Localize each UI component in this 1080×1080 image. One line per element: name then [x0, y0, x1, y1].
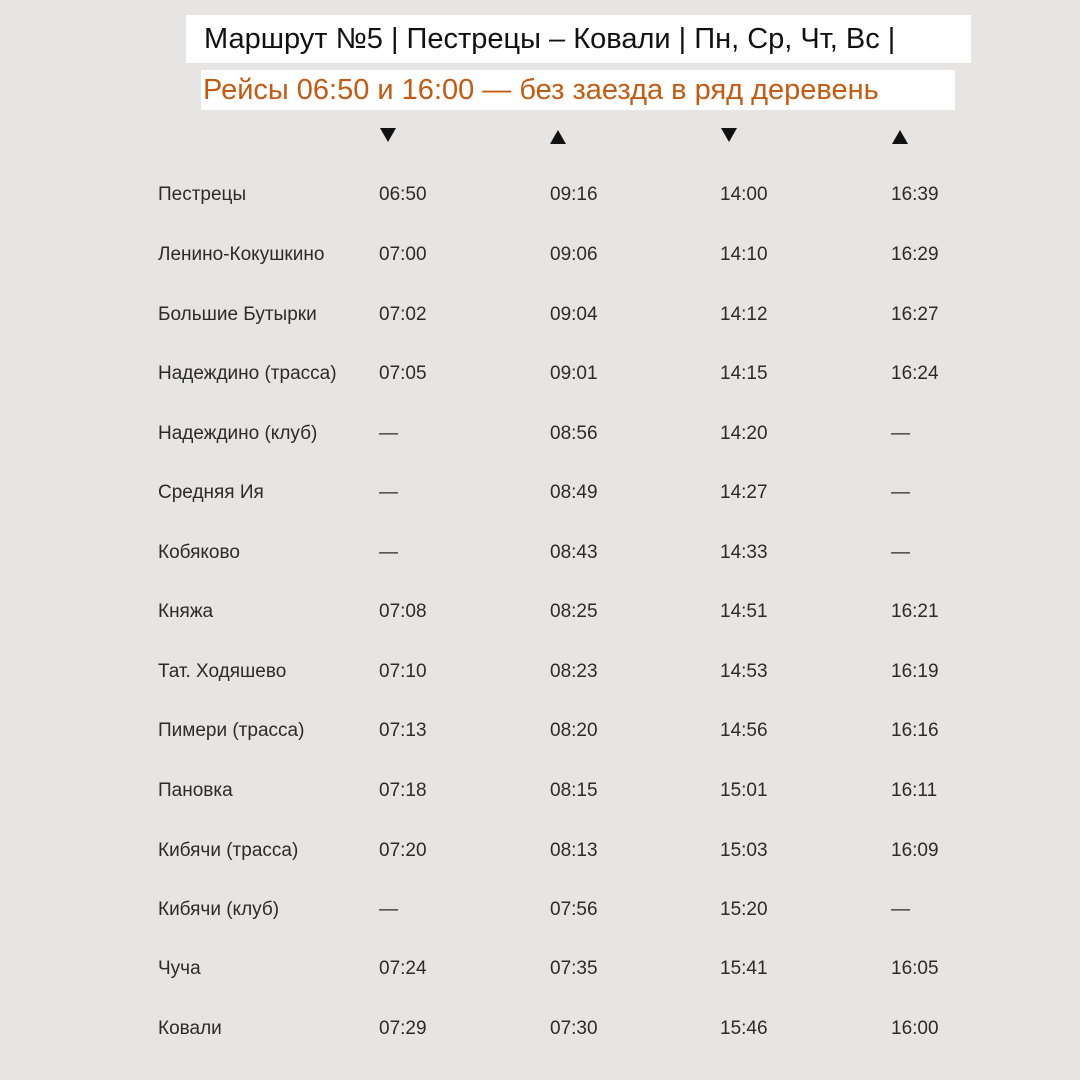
departure-time: 08:43	[550, 542, 598, 563]
departure-time: —	[379, 482, 398, 503]
departure-time: 16:21	[891, 601, 939, 622]
departure-time: 14:33	[720, 542, 768, 563]
departure-time: —	[379, 899, 398, 920]
stop-name: Большие Бутырки	[158, 304, 317, 325]
departure-time: —	[379, 423, 398, 444]
departure-time: 07:10	[379, 661, 427, 682]
stop-name: Ленино-Кокушкино	[158, 244, 325, 265]
departure-time: 16:00	[891, 1018, 939, 1039]
departure-time: 07:30	[550, 1018, 598, 1039]
stop-name: Пестрецы	[158, 184, 247, 205]
arrow-down-icon	[380, 128, 396, 142]
table-row	[0, 895, 1080, 925]
table-row	[0, 180, 1080, 210]
departure-time: 09:01	[550, 363, 598, 384]
table-row	[0, 1014, 1080, 1044]
departure-time: 15:20	[720, 899, 768, 920]
table-row	[0, 716, 1080, 746]
stop-name: Надеждино (трасса)	[158, 363, 337, 384]
departure-time: 16:39	[891, 184, 939, 205]
arrow-down-icon	[721, 128, 737, 142]
departure-time: 07:05	[379, 363, 427, 384]
departure-time: 07:20	[379, 840, 427, 861]
departure-time: 07:35	[550, 958, 598, 979]
departure-time: 15:03	[720, 840, 768, 861]
departure-time: 14:15	[720, 363, 768, 384]
departure-time: 08:56	[550, 423, 598, 444]
departure-time: 08:15	[550, 780, 598, 801]
stop-name: Кобяково	[158, 542, 240, 563]
table-row	[0, 240, 1080, 270]
page-subtitle: Рейсы 06:50 и 16:00 — без заезда в ряд деревень	[201, 70, 955, 110]
departure-time: 16:27	[891, 304, 939, 325]
table-row	[0, 359, 1080, 389]
departure-time: 08:20	[550, 720, 598, 741]
stop-name: Средняя Ия	[158, 482, 264, 503]
stop-name: Княжа	[158, 601, 214, 622]
departure-time: 06:50	[379, 184, 427, 205]
departure-time: 09:06	[550, 244, 598, 265]
table-row	[0, 538, 1080, 568]
departure-time: 14:53	[720, 661, 768, 682]
departure-time: 16:16	[891, 720, 939, 741]
departure-time: —	[891, 542, 910, 563]
departure-time: 08:49	[550, 482, 598, 503]
departure-time: 14:51	[720, 601, 768, 622]
table-row	[0, 300, 1080, 330]
departure-time: 07:29	[379, 1018, 427, 1039]
stop-name: Тат. Ходяшево	[158, 661, 287, 682]
table-row	[0, 419, 1080, 449]
departure-time: 16:19	[891, 661, 939, 682]
stop-name: Пимери (трасса)	[158, 720, 305, 741]
stop-name: Чуча	[158, 958, 201, 979]
departure-time: 07:08	[379, 601, 427, 622]
arrow-up-icon	[892, 130, 908, 144]
stop-name: Кибячи (клуб)	[158, 899, 280, 920]
departure-time: 16:11	[891, 780, 938, 801]
departure-time: 14:10	[720, 244, 768, 265]
direction-header	[0, 124, 1080, 148]
arrow-up-icon	[550, 130, 566, 144]
departure-time: 15:01	[720, 780, 768, 801]
departure-time: 08:23	[550, 661, 598, 682]
departure-time: 16:09	[891, 840, 939, 861]
departure-time: —	[891, 482, 910, 503]
departure-time: 14:20	[720, 423, 768, 444]
table-row	[0, 954, 1080, 984]
departure-time: —	[379, 542, 398, 563]
departure-time: 15:41	[720, 958, 768, 979]
departure-time: 15:46	[720, 1018, 768, 1039]
departure-time: 07:18	[379, 780, 427, 801]
departure-time: 16:24	[891, 363, 939, 384]
departure-time: 16:29	[891, 244, 939, 265]
departure-time: 07:02	[379, 304, 427, 325]
departure-time: 07:24	[379, 958, 427, 979]
table-row	[0, 657, 1080, 687]
departure-time: —	[891, 899, 910, 920]
stop-name: Надеждино (клуб)	[158, 423, 318, 444]
stop-name: Ковали	[158, 1018, 222, 1039]
departure-time: 09:04	[550, 304, 598, 325]
departure-time: 08:13	[550, 840, 598, 861]
table-row	[0, 836, 1080, 866]
departure-time: 07:00	[379, 244, 427, 265]
table-row	[0, 776, 1080, 806]
departure-time: 14:12	[720, 304, 768, 325]
table-row	[0, 478, 1080, 508]
departure-time: 09:16	[550, 184, 598, 205]
table-row	[0, 597, 1080, 627]
departure-time: 14:27	[720, 482, 768, 503]
departure-time: 07:13	[379, 720, 427, 741]
stop-name: Кибячи (трасса)	[158, 840, 299, 861]
departure-time: —	[891, 423, 910, 444]
departure-time: 07:56	[550, 899, 598, 920]
departure-time: 16:05	[891, 958, 939, 979]
departure-time: 08:25	[550, 601, 598, 622]
stop-name: Пановка	[158, 780, 233, 801]
page-title: Маршрут №5 | Пестрецы – Ковали | Пн, Ср, Чт, Вс |	[186, 15, 971, 63]
departure-time: 14:00	[720, 184, 768, 205]
departure-time: 14:56	[720, 720, 768, 741]
